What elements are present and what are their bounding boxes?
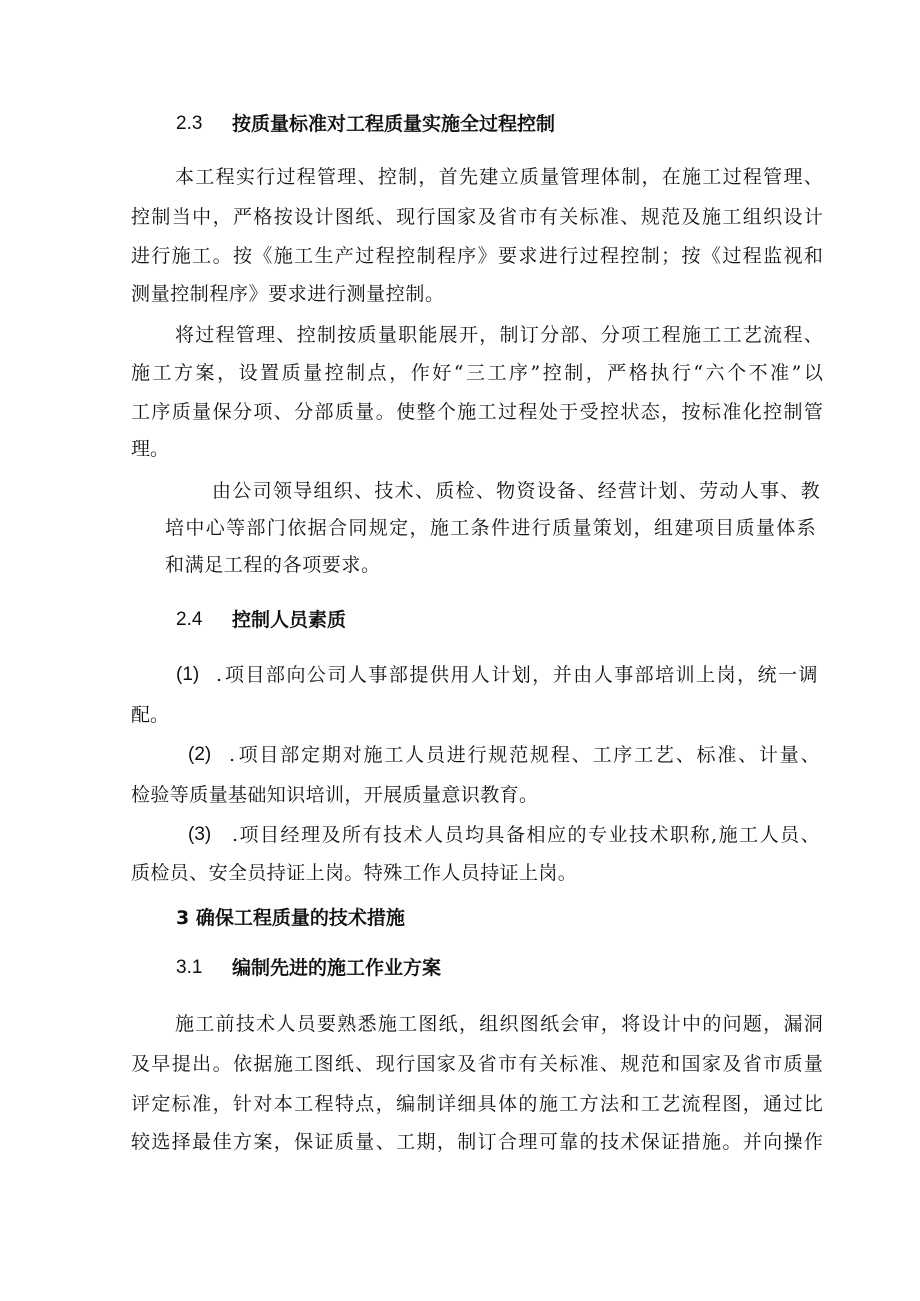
sec23-p2-line-3: 工 序 质 量 保 分 项 、 分 部 质 量 。 使 整 个 施 工 过 程 处 于 受 控 状 态 ， 按 标 准 化 控 制 管 [131, 401, 823, 423]
sec31-p1-line-4: 较 选 择 最 佳 方 案 ， 保 证 质 量 、 工 期 ， 制 订 合 理 可 靠 的 技 术 保 证 措 施 。 并 向 操 作 [131, 1131, 823, 1153]
sec23-p1-line-3: 进 行 施 工 。 按 《 施 工 生 产 过 程 控 制 程 序 》 要 求 进 行 过 程 控 制 ； 按 《 过 程 监 视 和 [131, 245, 823, 267]
item-1-line-2: 配。 [131, 704, 170, 726]
section-2-4-number: 2.4 [176, 609, 203, 630]
sec23-p1-line-1: 本 工 程 实 行 过 程 管 理 、 控 制 ， 首 先 建 立 质 量 管 理 体 制 ， 在 施 工 过 程 管 理 、 [175, 166, 823, 188]
sec23-p2-line-4: 理。 [131, 438, 170, 460]
sec23-p2-line-2: 施 工 方 案 ， 设 置 质 量 控 制 点 ， 作 好 “ 三 工 序 ” 控 制 ， 严 格 执 行 “ 六 个 不 准 ” 以 [131, 362, 823, 384]
sec23-p3-line-3: 和满足工程的各项要求。 [165, 554, 381, 576]
item-1-number: (1) [176, 664, 200, 685]
sec23-p1-line-4: 测量控制程序》要求进行测量控制。 [131, 283, 445, 305]
sec31-p1-line-3: 评 定 标 准 ， 针 对 本 工 程 特 点 ， 编 制 详 细 具 体 的 施 工 方 法 和 工 艺 流 程 图 ， 通 过 比 [131, 1093, 823, 1115]
section-3-1-title: 编制先进的施工作业方案 [232, 957, 442, 979]
sec23-p3-line-2: 培 中 心 等 部 门 依 据 合 同 规 定 ， 施 工 条 件 进 行 质 量 策 划 ， 组 建 项 目 质 量 体 系 [165, 517, 816, 539]
sec31-p1-line-2: 及 早 提 出 。 依 据 施 工 图 纸 、 现 行 国 家 及 省 市 有 关 标 准 、 规 范 和 国 家 及 省 市 质 量 [131, 1053, 823, 1075]
section-2-4-title: 控制人员素质 [232, 609, 347, 631]
sec23-p2-line-1: 将 过 程 管 理 、 控 制 按 质 量 职 能 展 开 ， 制 订 分 部 、 分 项 工 程 施 工 工 艺 流 程 、 [175, 324, 823, 346]
section-2-3-number: 2.3 [176, 113, 203, 134]
item-3-line-2: 质检员、安全员持证上岗。特殊工作人员持证上岗。 [131, 862, 578, 884]
item-1-line-1: . 项 目 部 向 公 司 人 事 部 提 供 用 人 计 划 ， 并 由 人 事 部 培 训 上 岗 ， 统 一 调 [216, 664, 818, 686]
sec23-p3-line-1: 由 公 司 领 导 组 织 、 技 术 、 质 检 、 物 资 设 备 、 经 营 计 划 、 劳 动 人 事 、 教 [212, 480, 820, 502]
sec31-p1-line-1: 施 工 前 技 术 人 员 要 熟 悉 施 工 图 纸 ， 组 织 图 纸 会 审 ， 将 设 计 中 的 问 题 ， 漏 洞 [175, 1013, 823, 1035]
item-3-number: (3) [188, 824, 212, 845]
item-2-number: (2) [188, 744, 212, 765]
item-3-line-1: . 项 目 经 理 及 所 有 技 术 人 员 均 具 备 相 应 的 专 业 技 术 职 称 , 施 工 人 员 、 [232, 824, 820, 846]
sec23-p1-line-2: 控 制 当 中 ， 严 格 按 设 计 图 纸 、 现 行 国 家 及 省 市 有 关 标 准 、 规 范 及 施 工 组 织 设 计 [131, 206, 823, 228]
section-2-3-title: 按质量标准对工程质量实施全过程控制 [232, 113, 556, 135]
section-3-1-number: 3.1 [176, 957, 203, 978]
item-2-line-2: 检验等质量基础知识培训，开展质量意识教育。 [131, 784, 539, 806]
section-3-title: 3 确保工程质量的技术措施 [176, 907, 405, 929]
item-2-line-1: . 项 目 部 定 期 对 施 工 人 员 进 行 规 范 规 程 、 工 序 工 艺 、 标 准 、 计 量 、 [229, 744, 820, 766]
